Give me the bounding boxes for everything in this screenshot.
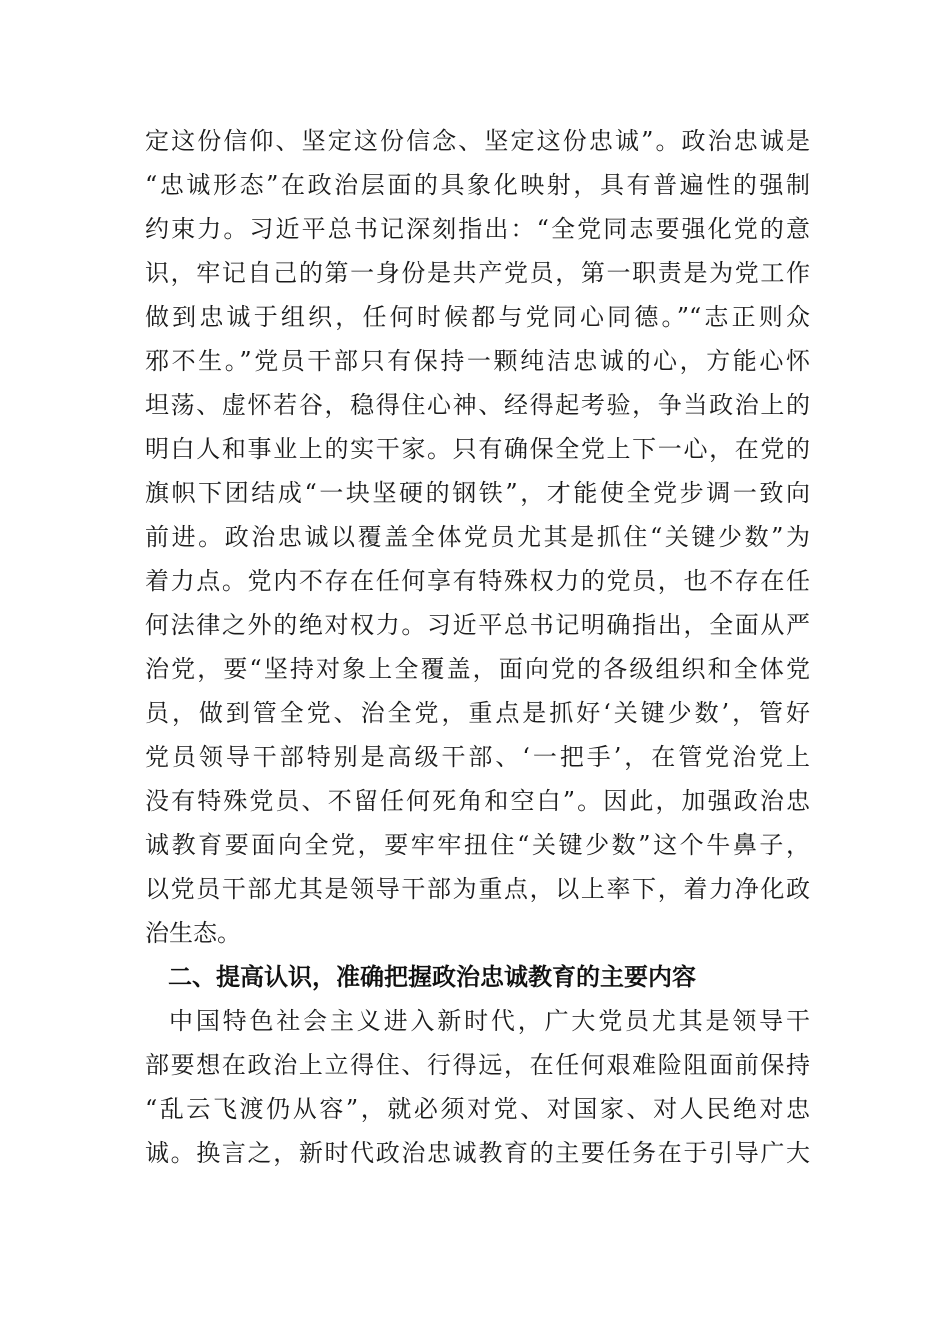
text-line: 治党，要“坚持对象上全覆盖，面向党的各级组织和全体党 (145, 655, 810, 683)
text-line: 定这份信仰、坚定这份信念、坚定这份忠诚”。政治忠诚是 (145, 127, 810, 155)
text-line: 邪不生。”党员干部只有保持一颗纯洁忠诚的心，方能心怀 (145, 347, 810, 375)
text-line: 以党员干部尤其是领导干部为重点，以上率下，着力净化政 (145, 875, 810, 903)
text-line: 坦荡、虚怀若谷，稳得住心神、经得起考验，争当政治上的 (145, 391, 810, 419)
text-line: 员，做到管全党、治全党，重点是抓好‘关键少数’，管好 (145, 699, 810, 727)
text-line: 诚。换言之，新时代政治忠诚教育的主要任务在于引导广大 (145, 1139, 810, 1167)
text-line: 没有特殊党员、不留任何死角和空白”。因此，加强政治忠 (145, 787, 810, 815)
text-line: 做到忠诚于组织，任何时候都与党同心同德。”“志正则众 (145, 303, 810, 331)
text-line: 治生态。 (145, 919, 241, 947)
text-line: 中国特色社会主义进入新时代，广大党员尤其是领导干 (169, 1007, 810, 1035)
section-heading: 二、提高认识，准确把握政治忠诚教育的主要内容 (168, 963, 696, 991)
text-line: 识，牢记自己的第一身份是共产党员，第一职责是为党工作 (145, 259, 810, 287)
text-line: 何法律之外的绝对权力。习近平总书记明确指出，全面从严 (145, 611, 810, 639)
text-line: 着力点。党内不存在任何享有特殊权力的党员，也不存在任 (145, 567, 810, 595)
text-line: “乱云飞渡仍从容”，就必须对党、对国家、对人民绝对忠 (145, 1095, 810, 1123)
text-line: 前进。政治忠诚以覆盖全体党员尤其是抓住“关键少数”为 (145, 523, 810, 551)
text-line: 约束力。习近平总书记深刻指出：“全党同志要强化党的意 (145, 215, 810, 243)
text-line: 诚教育要面向全党，要牢牢扭住“关键少数”这个牛鼻子， (145, 831, 810, 859)
text-line: 旗帜下团结成“一块坚硬的钢铁”，才能使全党步调一致向 (145, 479, 810, 507)
text-line: 部要想在政治上立得住、行得远，在任何艰难险阻面前保持 (145, 1051, 810, 1079)
text-line: 党员领导干部特别是高级干部、‘一把手’，在管党治党上 (145, 743, 810, 771)
text-line: “忠诚形态”在政治层面的具象化映射，具有普遍性的强制 (145, 171, 810, 199)
text-line: 明白人和事业上的实干家。只有确保全党上下一心，在党的 (145, 435, 810, 463)
